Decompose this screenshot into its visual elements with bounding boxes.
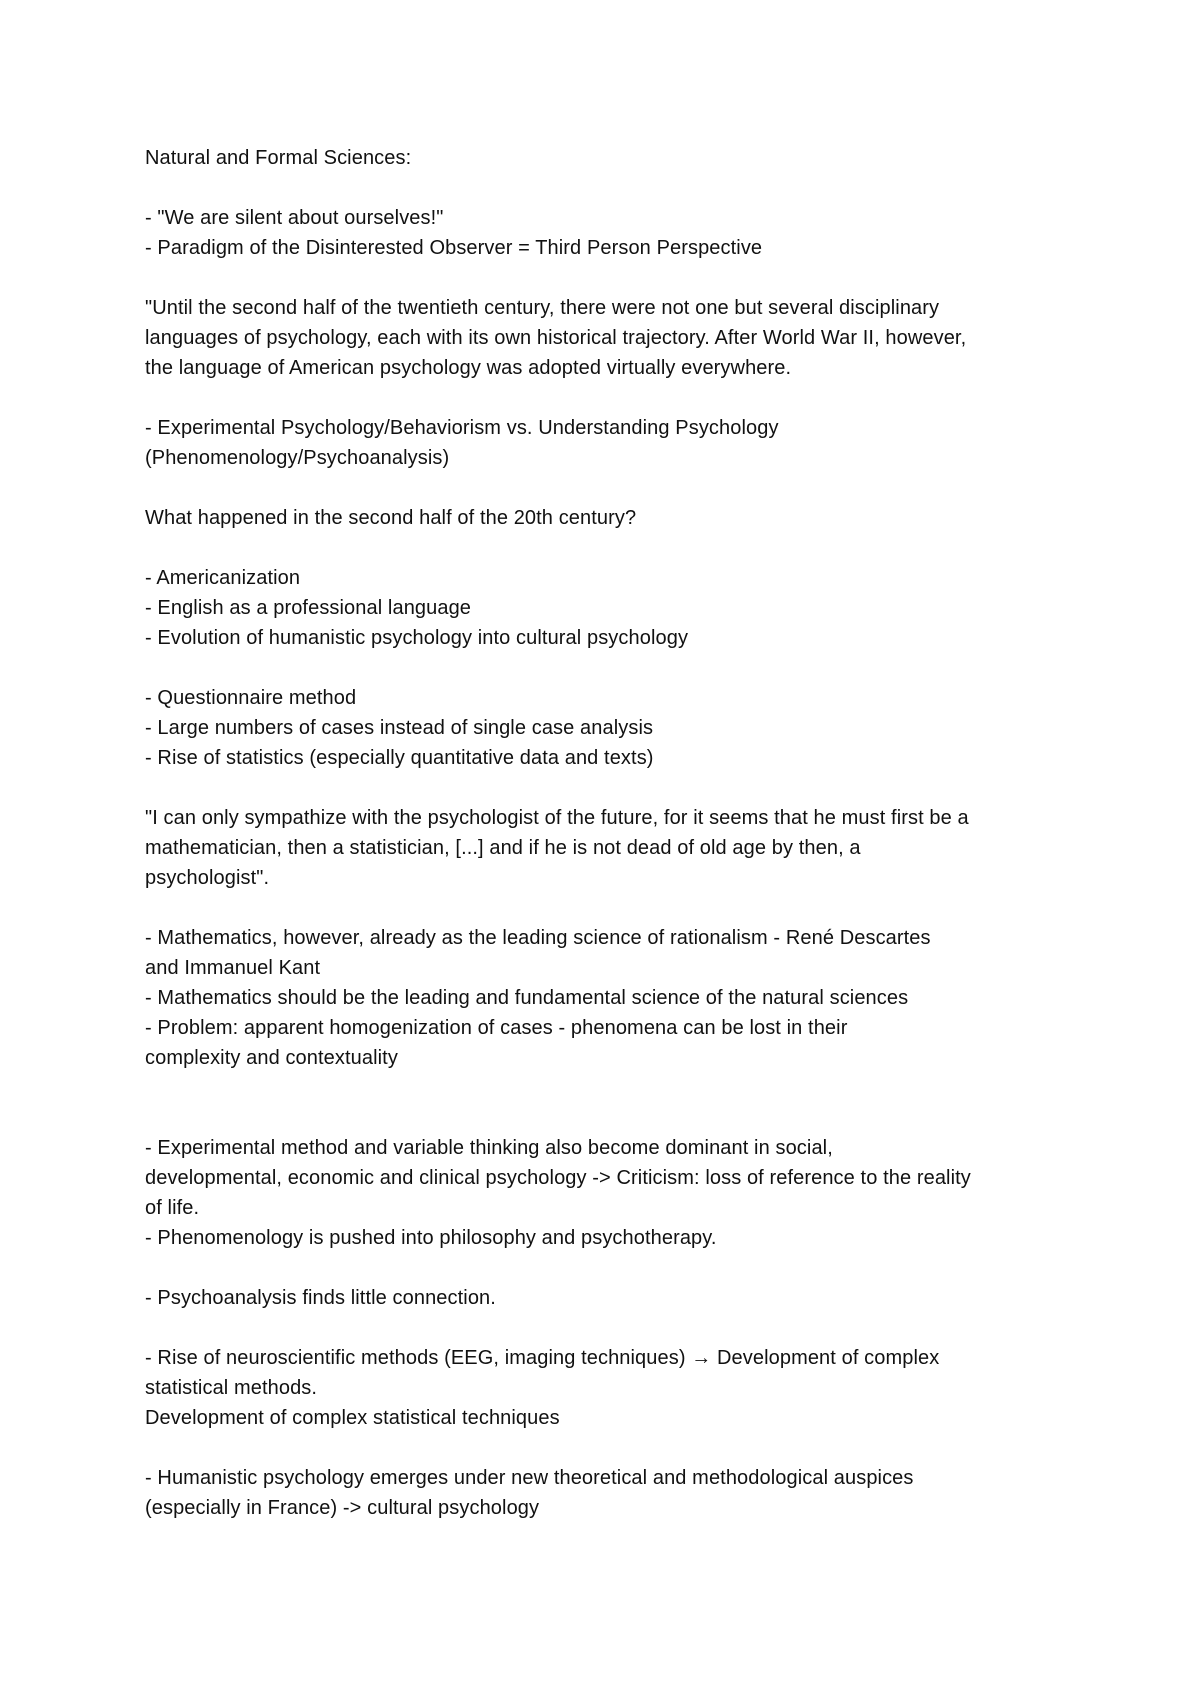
- blank-line: [145, 533, 1075, 563]
- text-line: - Phenomenology is pushed into philosophy and psychotherapy.: [145, 1227, 717, 1249]
- blank-line: [145, 1433, 1075, 1463]
- text-line: What happened in the second half of the 20th century?: [145, 507, 637, 529]
- blank-line: [145, 1253, 1075, 1283]
- text-line: developmental, economic and clinical psychology -> Criticism: loss of reference to the reality: [145, 1167, 971, 1189]
- text-line: - "We are silent about ourselves!": [145, 207, 444, 229]
- blank-line: [145, 893, 1075, 923]
- text-line: - Questionnaire method: [145, 687, 357, 709]
- text-line: - Experimental Psychology/Behaviorism vs. Understanding Psychology: [145, 417, 779, 439]
- text-line: - Humanistic psychology emerges under new theoretical and methodological auspices: [145, 1467, 914, 1489]
- blank-line: [145, 1103, 1075, 1133]
- text-line: "Until the second half of the twentieth century, there were not one but several disciplinary: [145, 297, 940, 319]
- text-line: (especially in France) -> cultural psychology: [145, 1497, 540, 1519]
- text-line: - Problem: apparent homogenization of cases - phenomena can be lost in their: [145, 1017, 848, 1039]
- text-line: - Mathematics, however, already as the leading science of rationalism - René Descartes: [145, 927, 931, 949]
- text-line: - Large numbers of cases instead of single case analysis: [145, 717, 654, 739]
- text-line: - Rise of statistics (especially quantitative data and texts): [145, 747, 654, 769]
- text-line: - Paradigm of the Disinterested Observer = Third Person Perspective: [145, 237, 763, 259]
- text-line: languages of psychology, each with its own historical trajectory. After World War II, however,: [145, 327, 967, 349]
- text-line: - Rise of neuroscientific methods (EEG, imaging techniques) → Development of complex: [145, 1347, 940, 1369]
- text-line: - Evolution of humanistic psychology into cultural psychology: [145, 627, 689, 649]
- text-line: Development of complex statistical techniques: [145, 1407, 560, 1429]
- blank-line: [145, 263, 1075, 293]
- blank-line: [145, 1313, 1075, 1343]
- text-line: statistical methods.: [145, 1377, 318, 1399]
- document-title: Natural and Formal Sciences:: [145, 147, 412, 169]
- text-line: mathematician, then a statistician, [...] and if he is not dead of old age by then, a: [145, 837, 861, 859]
- blank-line: [145, 653, 1075, 683]
- text-line: "I can only sympathize with the psychologist of the future, for it seems that he must first be a: [145, 807, 969, 829]
- text-line: complexity and contextuality: [145, 1047, 398, 1069]
- text-line: - Americanization: [145, 567, 301, 589]
- text-line: (Phenomenology/Psychoanalysis): [145, 447, 450, 469]
- blank-line: [145, 383, 1075, 413]
- text-line: the language of American psychology was adopted virtually everywhere.: [145, 357, 792, 379]
- text-line: - Mathematics should be the leading and fundamental science of the natural sciences: [145, 987, 909, 1009]
- blank-line: [145, 1073, 1075, 1103]
- blank-line: [145, 173, 1075, 203]
- text-line: of life.: [145, 1197, 200, 1219]
- text-line: psychologist".: [145, 867, 270, 889]
- text-line: - Psychoanalysis finds little connection.: [145, 1287, 496, 1309]
- text-line: and Immanuel Kant: [145, 957, 321, 979]
- text-line: - Experimental method and variable thinking also become dominant in social,: [145, 1137, 833, 1159]
- document-body: [145, 143, 1075, 1523]
- blank-line: [145, 773, 1075, 803]
- text-line: - English as a professional language: [145, 597, 472, 619]
- document-lines: [145, 203, 1075, 1523]
- blank-line: [145, 473, 1075, 503]
